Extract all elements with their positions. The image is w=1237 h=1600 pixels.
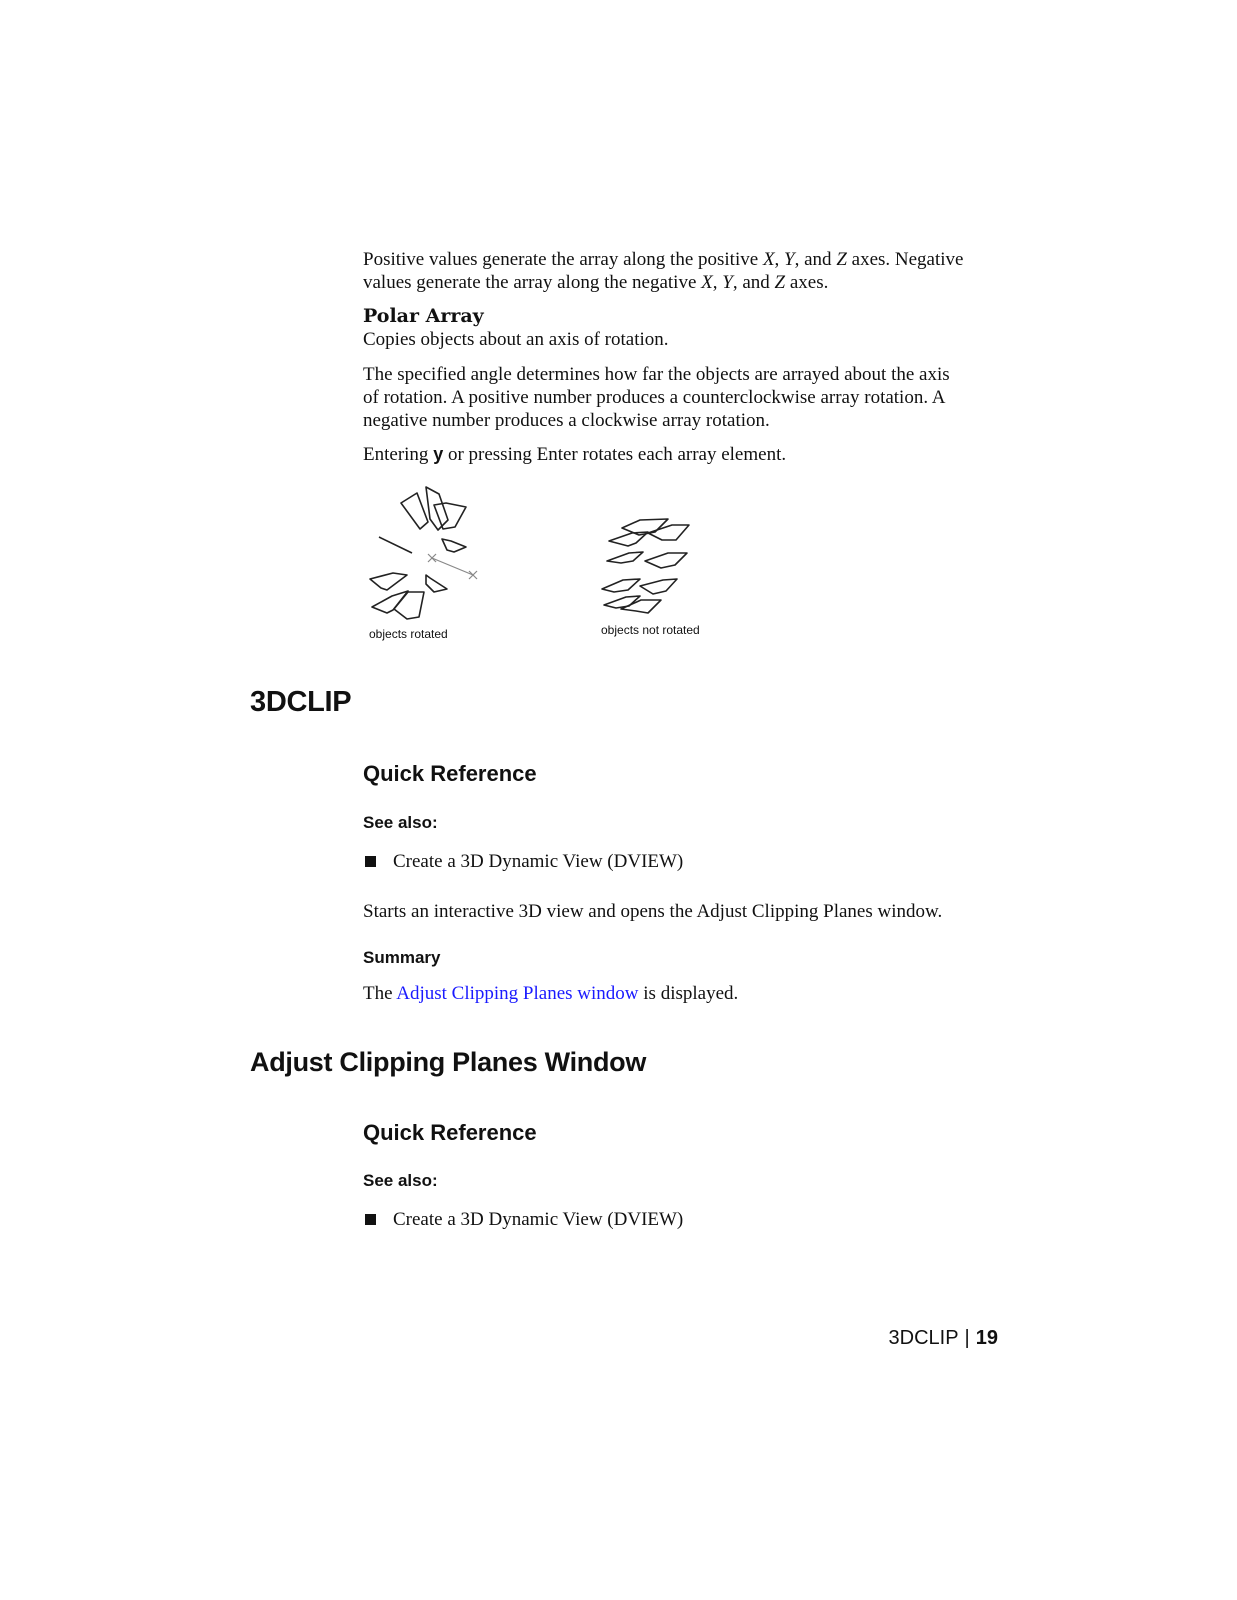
intro-paragraph xyxy=(363,248,1003,294)
see-also-label-1: See also: xyxy=(363,813,438,832)
polar-array-title: Polar Array xyxy=(363,305,484,327)
page-footer xyxy=(889,1327,998,1350)
label-objects-not-rotated: objects not rotated xyxy=(601,623,700,637)
key-y: y xyxy=(433,444,444,464)
quick-reference-heading-2: Quick Reference xyxy=(363,1120,537,1145)
intro-line-2: values generate the array along the negative X, Y, and Z axes. xyxy=(363,272,829,293)
see-also-link-dview-2[interactable]: Create a 3D Dynamic View (DVIEW) xyxy=(393,1209,684,1230)
footer-separator: | xyxy=(964,1327,970,1349)
polar-para-line-3: negative number produces a clockwise array rotation. xyxy=(363,410,770,431)
polar-para-line-1: The specified angle determines how far the objects are arrayed about the axis xyxy=(363,364,950,385)
footer-section-name: 3DCLIP xyxy=(888,1327,959,1349)
3dclip-description: Starts an interactive 3D view and opens the Adjust Clipping Planes window. xyxy=(363,901,943,922)
see-also-item-1 xyxy=(363,850,683,873)
quick-reference-heading-1: Quick Reference xyxy=(363,761,537,786)
polar-array-paragraph xyxy=(363,363,1003,432)
objects-not-rotated-figure xyxy=(595,512,705,617)
see-also-label-2: See also: xyxy=(363,1171,438,1190)
intro-line-1: Positive values generate the array along the positive X, Y, and Z axes. Negative xyxy=(363,249,964,270)
polar-array-desc: Copies objects about an axis of rotation. xyxy=(363,329,669,350)
bullet-square-icon xyxy=(365,1214,376,1225)
summary-heading: Summary xyxy=(363,948,441,967)
summary-text: The Adjust Clipping Planes window is displayed. xyxy=(363,983,739,1004)
heading-adjust-clipping-planes-window: Adjust Clipping Planes Window xyxy=(250,1047,647,1077)
objects-rotated-figure xyxy=(360,480,490,625)
see-also-item-2 xyxy=(363,1208,683,1231)
adjust-clipping-planes-link[interactable]: Adjust Clipping Planes window xyxy=(396,983,639,1004)
label-objects-rotated: objects rotated xyxy=(369,627,448,641)
page-number: 19 xyxy=(975,1327,998,1349)
heading-3dclip: 3DCLIP xyxy=(250,686,352,718)
bullet-square-icon xyxy=(365,856,376,867)
polar-para-line-2: of rotation. A positive number produces a counterclockwise array rotation. A xyxy=(363,387,946,408)
see-also-link-dview-1[interactable]: Create a 3D Dynamic View (DVIEW) xyxy=(393,851,684,872)
enter-rotates-text: Entering y or pressing Enter rotates each array element. xyxy=(363,444,787,465)
